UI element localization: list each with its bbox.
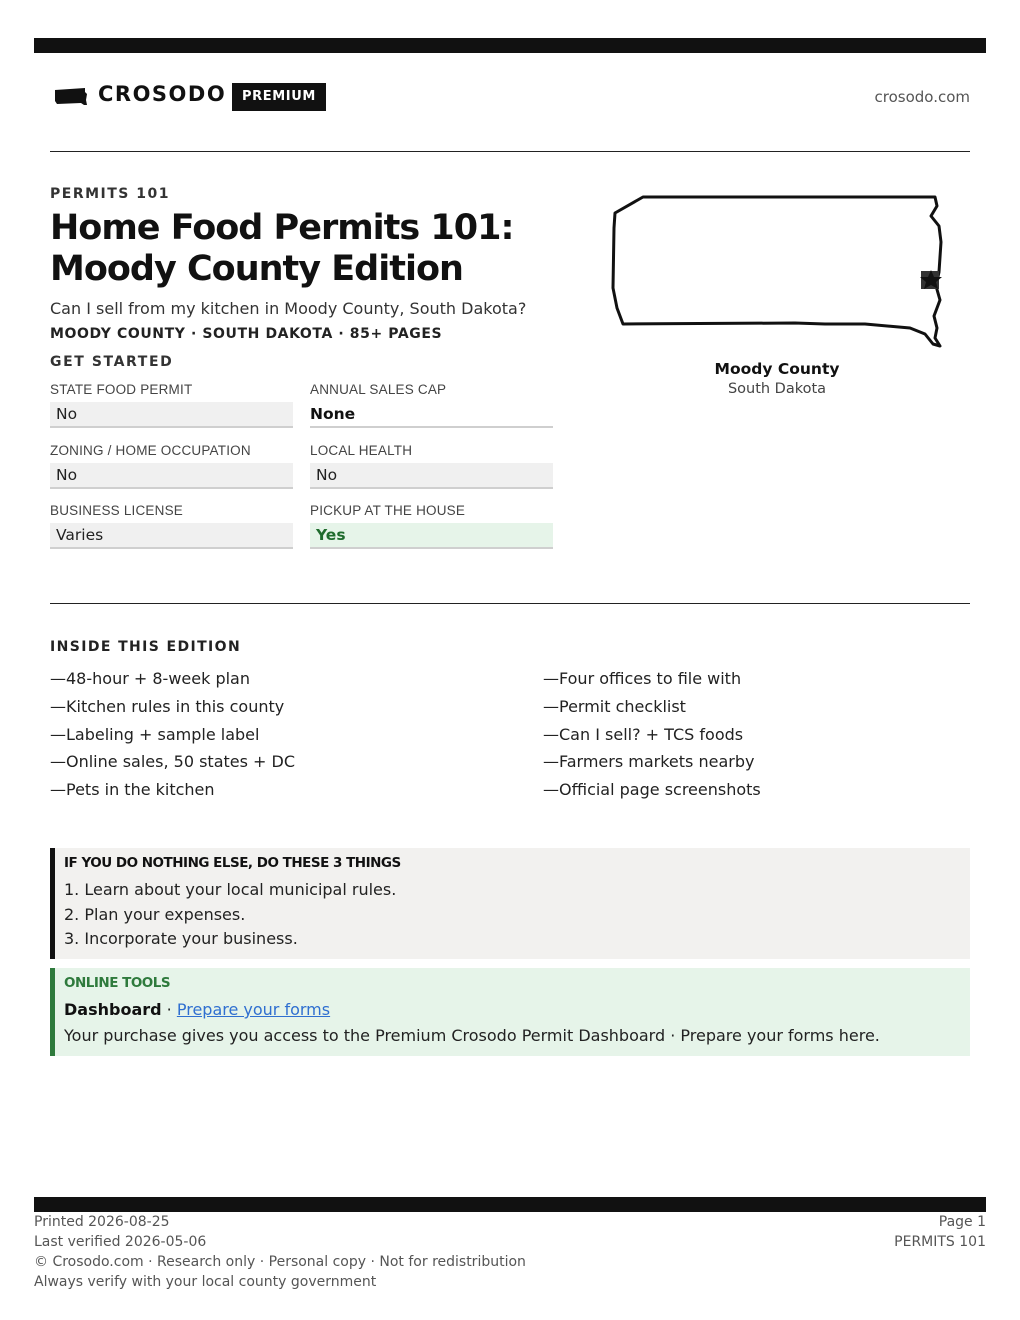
online-tools-title: ONLINE TOOLS: [64, 975, 171, 991]
south-dakota-logo-icon: [54, 88, 87, 106]
brand-name: CROSODO: [98, 82, 227, 106]
list-item: —Kitchen rules in this county: [50, 696, 285, 716]
online-tools-callout: [50, 968, 970, 1056]
verify-advice: Always verify with your local county government: [34, 1274, 377, 1290]
fact-value: None: [310, 402, 553, 428]
fact-value: No: [310, 463, 553, 489]
todo-item: 2. Plan your expenses.: [64, 904, 246, 924]
todo-list: [64, 878, 396, 952]
dashboard-line: [64, 1000, 330, 1019]
site-url[interactable]: crosodo.com: [874, 88, 970, 106]
copyright-notice: © Crosodo.com · Research only · Personal copy · Not for redistribution: [34, 1254, 526, 1270]
footer-section: PERMITS 101: [894, 1234, 986, 1250]
printed-date: Printed 2026-08-25: [34, 1214, 170, 1230]
list-item: —Four offices to file with: [543, 669, 742, 688]
map-county-label: Moody County: [714, 360, 840, 378]
section-kicker: PERMITS 101: [50, 186, 170, 202]
fact-label: PICKUP AT THE HOUSE: [310, 503, 466, 518]
dashboard-description: Your purchase gives you access to the Premium Crosodo Permit Dashboard · Prepare your forms here.: [64, 1026, 880, 1045]
list-item: —Official page screenshots: [543, 780, 761, 800]
fact-value: No: [50, 402, 293, 428]
fact-label: LOCAL HEALTH: [310, 443, 413, 458]
fact-label: ANNUAL SALES CAP: [310, 382, 447, 397]
fact-state-food-permit: [50, 380, 299, 434]
fact-label: ZONING / HOME OCCUPATION: [50, 443, 251, 458]
fact-pickup-at-house: [310, 501, 559, 555]
fact-zoning-home-occupation: [50, 441, 299, 495]
list-item: —48-hour + 8-week plan: [50, 669, 250, 688]
list-item: —Labeling + sample label: [50, 724, 260, 744]
fact-local-health: [310, 441, 559, 495]
page-title: Home Food Permits 101: Moody County Edition: [50, 208, 514, 289]
state-outline: [613, 197, 941, 346]
todo-item: 1. Learn about your local municipal rules.: [64, 880, 397, 899]
verified-date: Last verified 2026-05-06: [34, 1234, 207, 1250]
inside-edition-heading: INSIDE THIS EDITION: [50, 639, 242, 655]
list-item: —Online sales, 50 states + DC: [50, 752, 296, 772]
list-item: —Can I sell? + TCS foods: [543, 724, 744, 744]
state-outline-map: [605, 188, 950, 353]
dashboard-label: Dashboard: [64, 1000, 162, 1019]
page-number: Page 1: [938, 1214, 986, 1230]
header-divider: [50, 151, 970, 152]
todo-callout: [50, 848, 970, 959]
contents-list-left: [50, 665, 490, 804]
get-started-heading: GET STARTED: [50, 354, 174, 370]
top-rule-bar: [34, 38, 986, 53]
fact-label: STATE FOOD PERMIT: [50, 382, 193, 397]
footer-right: [894, 1212, 986, 1252]
list-item: —Farmers markets nearby: [543, 752, 755, 772]
section-divider: [50, 603, 970, 604]
list-item: —Pets in the kitchen: [50, 780, 215, 800]
fact-label: BUSINESS LICENSE: [50, 503, 183, 518]
todo-title: IF YOU DO NOTHING ELSE, DO THESE 3 THINGS: [64, 855, 401, 871]
map-state-label: South Dakota: [727, 381, 827, 397]
bottom-rule-bar: [34, 1197, 986, 1212]
footer-left: [34, 1212, 526, 1292]
page-header: [50, 80, 970, 116]
separator: ·: [161, 1000, 177, 1019]
page-subtitle: Can I sell from my kitchen in Moody County, South Dakota?: [50, 299, 527, 318]
fact-value: No: [50, 463, 293, 489]
list-item: —Permit checklist: [543, 696, 686, 716]
contents-list-right: [543, 665, 983, 804]
edition-meta: MOODY COUNTY · SOUTH DAKOTA · 85+ PAGES: [50, 326, 443, 342]
fact-annual-sales-cap: [310, 380, 559, 434]
premium-badge: PREMIUM: [232, 83, 326, 111]
prepare-forms-link[interactable]: Prepare your forms: [176, 1000, 331, 1019]
fact-business-license: [50, 501, 299, 555]
todo-item: 3. Incorporate your business.: [64, 929, 298, 948]
fact-value: Yes: [310, 523, 553, 549]
fact-value: Varies: [50, 523, 293, 549]
